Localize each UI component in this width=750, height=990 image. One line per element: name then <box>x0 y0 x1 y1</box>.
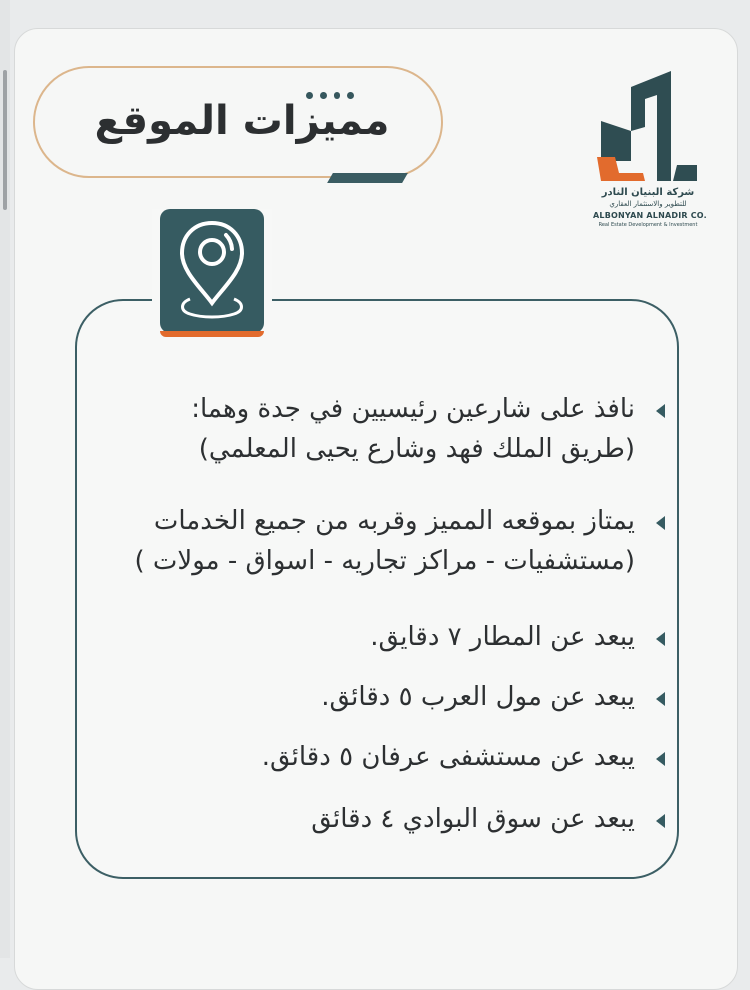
logo-tagline-ar: للتطوير والاستثمار العقاري <box>609 200 687 208</box>
feature-line: يبعد عن سوق البوادي ٤ دقائق <box>311 804 635 834</box>
logo-mark-icon <box>593 69 703 184</box>
feature-line: (مستشفيات - مراكز تجاريه - اسواق - مولات ) <box>134 546 635 576</box>
feature-line: (طريق الملك فهد وشارع يحيى المعلمي) <box>198 434 635 464</box>
feature-line: يبعد عن المطار ٧ دقايق. <box>370 622 635 652</box>
logo-tagline-en: Real Estate Development & Investment <box>598 222 698 228</box>
feature-item <box>321 677 665 717</box>
title-accent-bar <box>327 173 408 183</box>
logo-name-en: ALBONYAN ALNADIR CO. <box>593 211 707 220</box>
bullet-arrow-icon <box>656 692 665 706</box>
scrollbar-track[interactable] <box>0 0 10 958</box>
bullet-arrow-icon <box>656 814 665 828</box>
info-card <box>14 28 738 990</box>
location-pin-icon <box>160 209 264 333</box>
location-icon-tile <box>160 209 264 333</box>
bullet-arrow-icon <box>656 516 665 530</box>
feature-item <box>311 799 665 839</box>
bullet-arrow-icon <box>656 752 665 766</box>
feature-item <box>191 389 665 469</box>
page-title: مميزات الموقع <box>94 98 390 144</box>
feature-line: نافذ على شارعين رئيسيين في جدة وهما: <box>191 394 635 424</box>
location-icon-holder <box>152 209 272 339</box>
features-panel <box>75 299 679 879</box>
scrollbar-thumb[interactable] <box>3 70 7 210</box>
feature-line: يمتاز بموقعه المميز وقربه من جميع الخدمات <box>153 506 635 536</box>
feature-line: يبعد عن مستشفى عرفان ٥ دقائق. <box>261 742 635 772</box>
bullet-arrow-icon <box>656 632 665 646</box>
feature-line: يبعد عن مول العرب ٥ دقائق. <box>321 682 635 712</box>
feature-item <box>262 737 665 777</box>
feature-item <box>135 501 666 581</box>
logo-name-ar: شركة البنيان النادر <box>601 187 695 198</box>
bullet-arrow-icon <box>656 404 665 418</box>
feature-item <box>370 617 665 657</box>
company-logo <box>593 69 707 229</box>
